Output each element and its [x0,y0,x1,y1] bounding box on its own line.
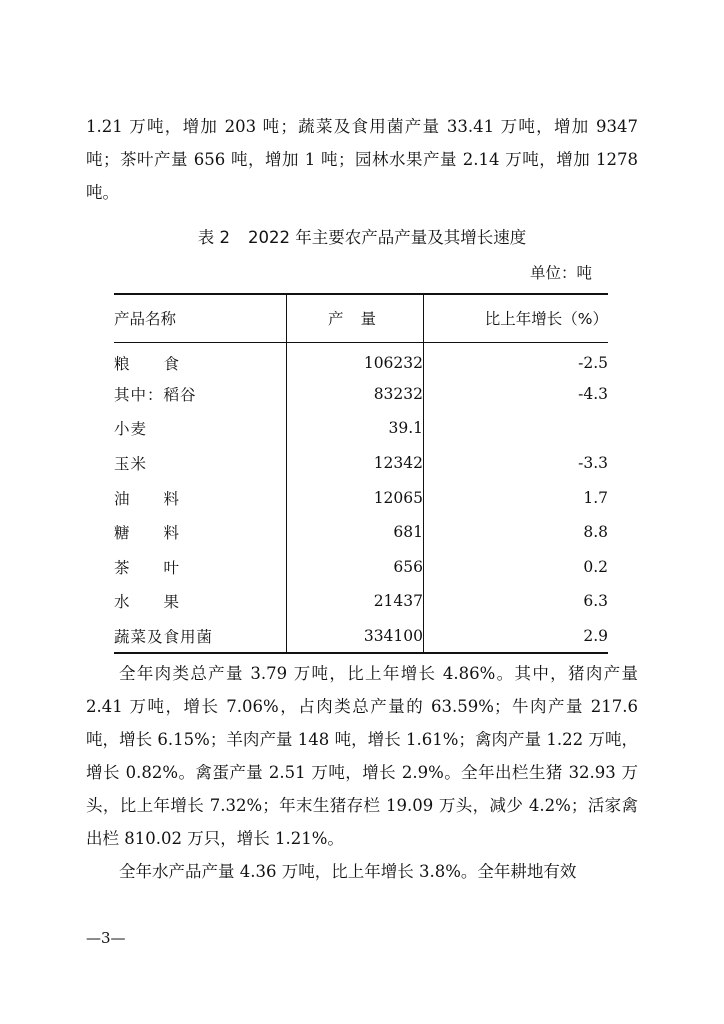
table-header-row [114,294,608,342]
table-row [114,550,608,585]
row-growth: -4.3 [424,377,609,412]
table-row [114,584,608,619]
header-product-name: 产品名称 [114,294,287,342]
paragraph-aquatic-output: 全年水产品产量 4.36 万吨，比上年增长 3.8%。全年耕地有效 [119,862,577,881]
row-name: 茶 叶 [114,558,181,577]
row-growth: 6.3 [424,584,609,619]
table-row [114,377,608,412]
row-growth [424,411,609,446]
table-row [114,480,608,515]
row-name: 水 果 [114,593,181,612]
row-growth: 1.7 [424,480,609,515]
row-name: 油 料 [114,489,181,508]
row-growth: -2.5 [424,342,609,377]
table-caption [0,221,724,254]
row-growth: 0.2 [424,550,609,585]
page-number: —3— [86,929,126,947]
row-value: 83232 [287,377,424,412]
table-row [114,619,608,654]
header-output: 产 量 [287,294,424,342]
row-name: 其中：稻谷 [114,385,197,404]
row-value: 12065 [287,480,424,515]
row-name: 小麦 [114,420,148,439]
row-value: 39.1 [287,411,424,446]
table-row [114,342,608,377]
table-unit: 单位：吨 [529,264,592,282]
row-value: 12342 [287,446,424,481]
row-name: 糖 料 [114,524,181,543]
paragraph-meat-output: 全年肉类总产量 3.79 万吨，比上年增长 4.86%。其中，猪肉产量 2.41 万吨，增长 7.06%，占肉类总产量的 63.59%；牛肉产量 217.6 吨，增长 6.15%；羊肉产量 148 吨，增长 1.61%；禽肉产量 1.22 万吨，增长 0.82%。禽蛋产量 2.51 万吨，增长 2.9%。全年出栏生猪 32.93 万头，比上年增长 7.32%；年末生猪存栏 19.09 万头，减少 4.2%；活家禽出栏 810.02 万只，增长 1.21%。 [86,664,638,848]
row-value: 21437 [287,584,424,619]
table-row [114,411,608,446]
row-name: 粮 食 [114,354,181,373]
row-value: 656 [287,550,424,585]
row-growth: 8.8 [424,515,609,550]
paragraph-crop-output: 1.21 万吨，增加 203 吨；蔬菜及食用菌产量 33.41 万吨，增加 9347 吨；茶叶产量 656 吨，增加 1 吨；园林水果产量 2.14 万吨，增加 1278 吨。 [86,117,638,202]
row-value: 106232 [287,342,424,377]
row-name: 蔬菜及食用菌 [114,619,287,654]
row-value: 334100 [287,619,424,654]
table-row [114,446,608,481]
row-name: 玉米 [114,455,148,474]
table-caption-title: 2022 年主要农产品产量及其增长速度 [248,228,527,247]
row-growth: 2.9 [424,619,609,654]
header-growth: 比上年增长（%） [424,294,609,342]
row-growth: -3.3 [424,446,609,481]
crop-production-table [114,293,608,654]
table-row [114,515,608,550]
table-caption-number: 表 2 [197,228,230,247]
row-value: 681 [287,515,424,550]
